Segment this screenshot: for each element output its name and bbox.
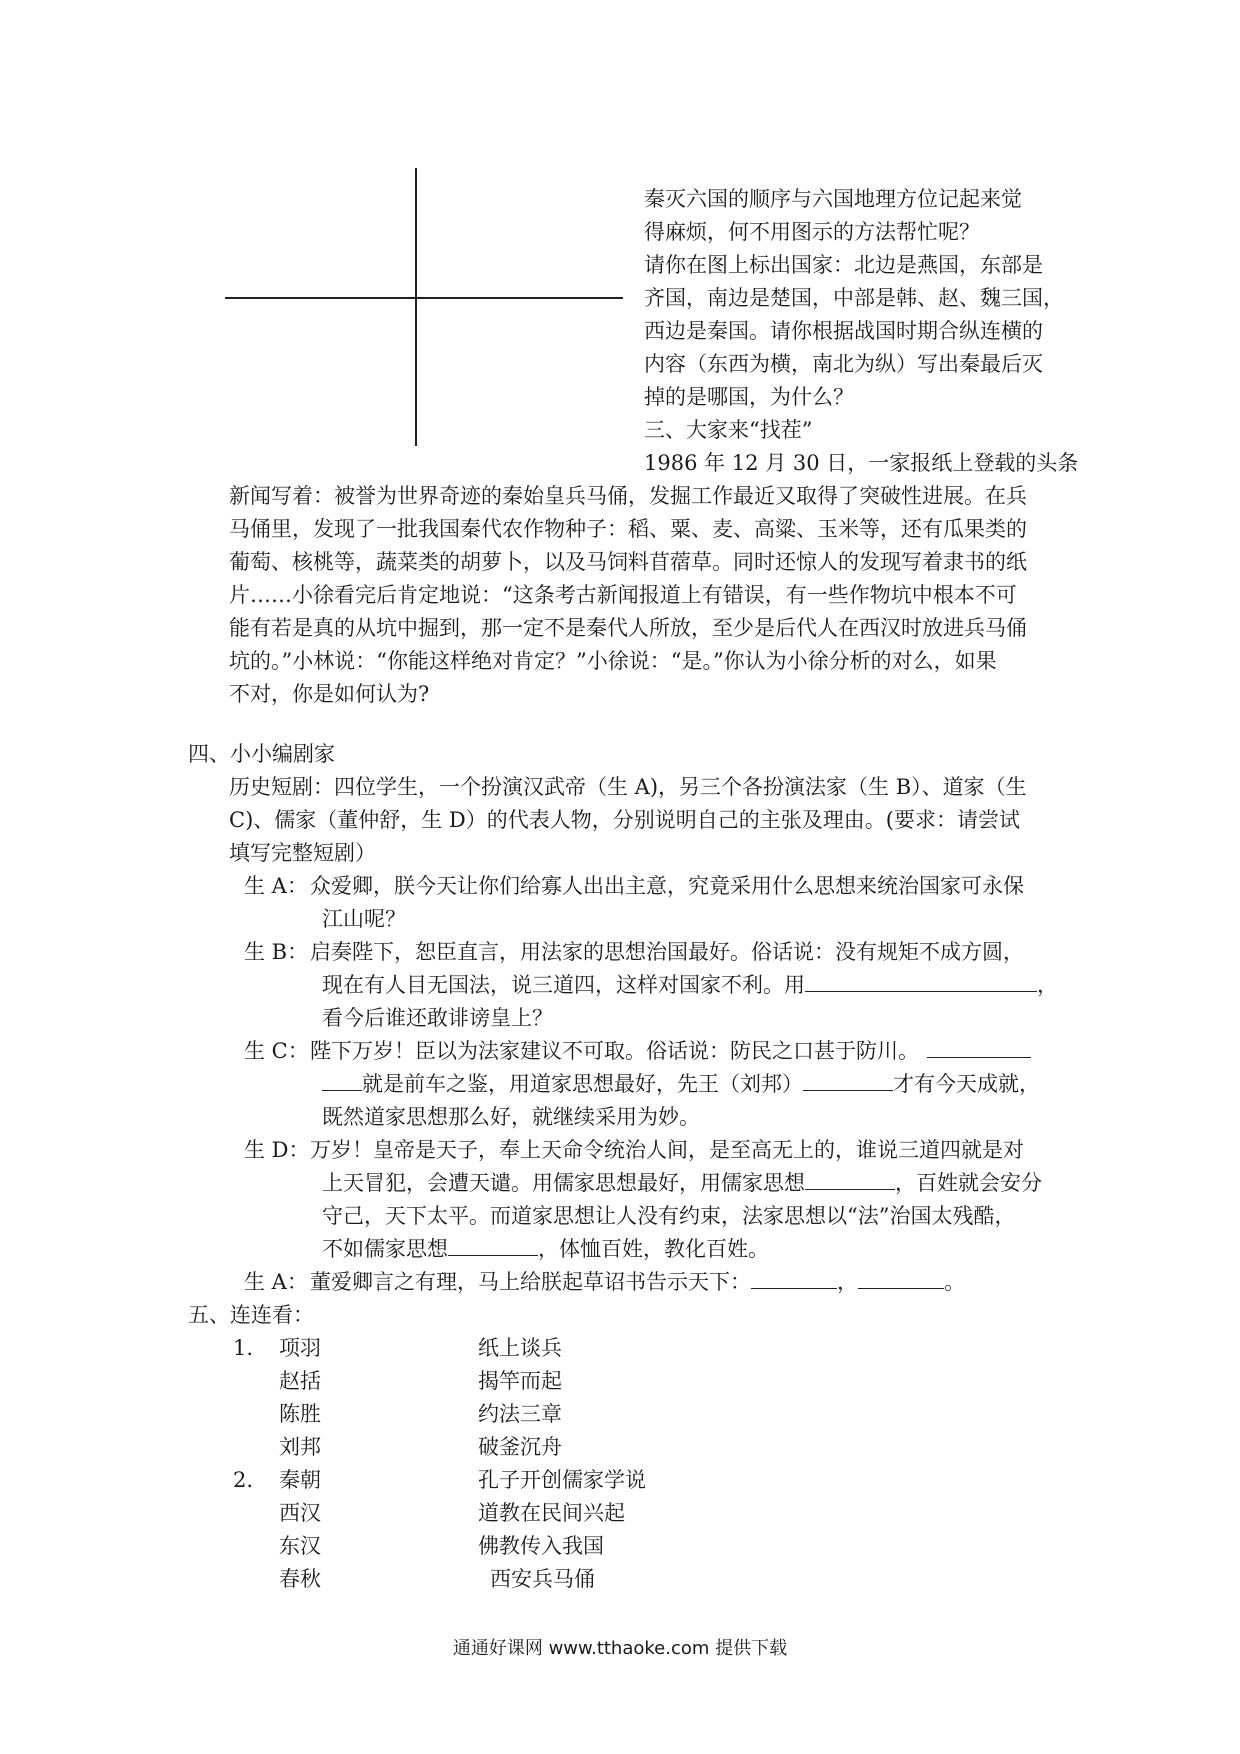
answer-blank-c2[interactable] (803, 1068, 893, 1091)
section5-heading: 五、连连看： (188, 1303, 314, 1327)
map-question-line-6: 内容（东西为横，南北为纵）写出秦最后灭 (644, 352, 1043, 376)
group1-left-item: 项羽 (279, 1336, 321, 1360)
speaker-c-line-3: 既然道家思想那么好，就继续采用为妙。 (322, 1105, 700, 1129)
speaker-a-line-2: 江山呢？ (322, 907, 406, 931)
map-cross-horizontal-line (225, 297, 623, 299)
group2-right-item: 道教在民间兴起 (478, 1501, 625, 1525)
news-line-3: 葡萄、核桃等，蔬菜类的胡萝卜，以及马饲料苜蓿草。同时还惊人的发现写着隶书的纸 (229, 550, 1027, 574)
map-question-line-7: 掉的是哪国，为什么？ (644, 385, 854, 409)
section3-heading: 三、大家来“找茬” (644, 418, 813, 442)
play-intro-line-3: 填写完整短剧） (229, 841, 376, 865)
group1-left-item: 刘邦 (279, 1435, 321, 1459)
group2-left-item: 东汉 (279, 1534, 321, 1558)
group1-left-item: 赵括 (279, 1369, 321, 1393)
group1-number: 1. (233, 1336, 254, 1360)
group2-right-item: 西安兵马俑 (490, 1567, 595, 1591)
group1-right-item: 揭竿而起 (478, 1369, 562, 1393)
news-first-line: 1986 年 12 月 30 日，一家报纸上登载的头条 (644, 451, 1079, 475)
speaker-d-line-3: 守己，天下太平。而道家思想让人没有约束，法家思想以“法”治国太残酷， (322, 1204, 1016, 1228)
group2-left-item: 秦朝 (279, 1468, 321, 1492)
play-intro-line-1: 历史短剧：四位学生，一个扮演汉武帝（生 A)，另三个各扮演法家（生 B）、道家（生 (229, 775, 1027, 799)
speaker-a-label: 生 A： (244, 874, 308, 898)
group1-right-item: 纸上谈兵 (478, 1336, 562, 1360)
news-line-6: 坑的。”小林说：“你能这样绝对肯定？”小徐说：“是。”你认为小徐分析的对么，如果 (229, 649, 997, 673)
speaker-b-line-1: 启奏陛下，恕臣直言，用法家的思想治国最好。俗话说：没有规矩不成方圆， (310, 940, 1024, 964)
play-intro-line-2: C)、儒家（董仲舒，生 D）的代表人物，分别说明自己的主张及理由。(要求：请尝试 (229, 808, 1020, 832)
news-line-4: 片……小徐看完后肯定地说：“这条考古新闻报道上有错误，有一些作物坑中根本不可 (229, 583, 1017, 607)
speaker-d-label: 生 D： (244, 1138, 310, 1162)
speaker-d-line-1: 万岁！皇帝是天子，奉上天命令统治人间，是至高无上的，谁说三道四就是对 (310, 1138, 1024, 1162)
group1-right-item: 约法三章 (478, 1402, 562, 1426)
group2-number: 2. (233, 1468, 254, 1492)
group2-left-item: 春秋 (279, 1567, 321, 1591)
answer-blank-c1-cont[interactable] (322, 1068, 362, 1091)
group2-right-item: 佛教传入我国 (478, 1534, 604, 1558)
answer-blank-c1[interactable] (927, 1035, 1031, 1058)
map-question-line-3: 请你在图上标出国家：北边是燕国，东部是 (644, 253, 1043, 277)
news-line-5: 能有若是真的从坑中掘到，那一定不是秦代人所放，至少是后代人在西汉时放进兵马俑 (229, 616, 1027, 640)
map-question-line-2: 得麻烦，何不用图示的方法帮忙呢？ (644, 220, 980, 244)
speaker-b-line-2: 现在有人目无国法，说三道四，这样对国家不利。用 ， (322, 969, 1058, 1002)
section4-heading: 四、小小编剧家 (188, 742, 335, 766)
news-line-7: 不对，你是如何认为? (229, 682, 430, 706)
speaker-d-line-4: 不如儒家思想 ，体恤百姓，教化百姓。 (322, 1233, 769, 1266)
answer-blank-d2[interactable] (448, 1233, 538, 1256)
speaker-c-line-2: 就是前车之鉴，用道家思想最好，先王（刘邦） 才有今天成就， (322, 1068, 1040, 1101)
group2-right-item: 孔子开创儒家学说 (478, 1468, 646, 1492)
map-cross-vertical-line (415, 168, 417, 446)
speaker-b-label: 生 B： (244, 940, 309, 964)
news-line-1: 新闻写着：被誉为世界奇迹的秦始皇兵马俑，发掘工作最近又取得了突破性进展。在兵 (229, 484, 1027, 508)
edict-blank-2[interactable] (858, 1266, 944, 1289)
speaker-a2-line: 董爱卿言之有理，马上给朕起草诏书告示天下： ， 。 (310, 1266, 965, 1299)
map-question-line-1: 秦灭六国的顺序与六国地理方位记起来觉 (644, 187, 1022, 211)
group2-left-item: 西汉 (279, 1501, 321, 1525)
map-question-line-4: 齐国，南边是楚国，中部是韩、赵、魏三国， (644, 286, 1064, 310)
speaker-a2-label: 生 A： (244, 1270, 308, 1294)
news-line-2: 马俑里，发现了一批我国秦代农作物种子：稻、粟、麦、高粱、玉米等，还有瓜果类的 (229, 517, 1027, 541)
answer-blank-b[interactable] (805, 969, 1037, 992)
speaker-c-line-1: 陛下万岁！臣以为法家建议不可取。俗话说：防民之口甚于防川。 (310, 1035, 1031, 1068)
edict-blank-1[interactable] (751, 1266, 837, 1289)
group1-left-item: 陈胜 (279, 1402, 321, 1426)
speaker-c-label: 生 C： (244, 1039, 309, 1063)
speaker-b-line-3: 看今后谁还敢诽谤皇上？ (322, 1006, 553, 1030)
speaker-d-line-2: 上天冒犯，会遭天谴。用儒家思想最好，用儒家思想 ，百姓就会安分 (322, 1167, 1042, 1200)
map-question-line-5: 西边是秦国。请你根据战国时期合纵连横的 (644, 319, 1043, 343)
page-footer: 通通好课网 www.tthaoke.com 提供下载 (452, 1638, 788, 1659)
speaker-a-line-1: 众爱卿，朕今天让你们给寡人出出主意，究竟采用什么思想来统治国家可永保 (310, 874, 1024, 898)
group1-right-item: 破釜沉舟 (478, 1435, 562, 1459)
answer-blank-d1[interactable] (805, 1167, 895, 1190)
